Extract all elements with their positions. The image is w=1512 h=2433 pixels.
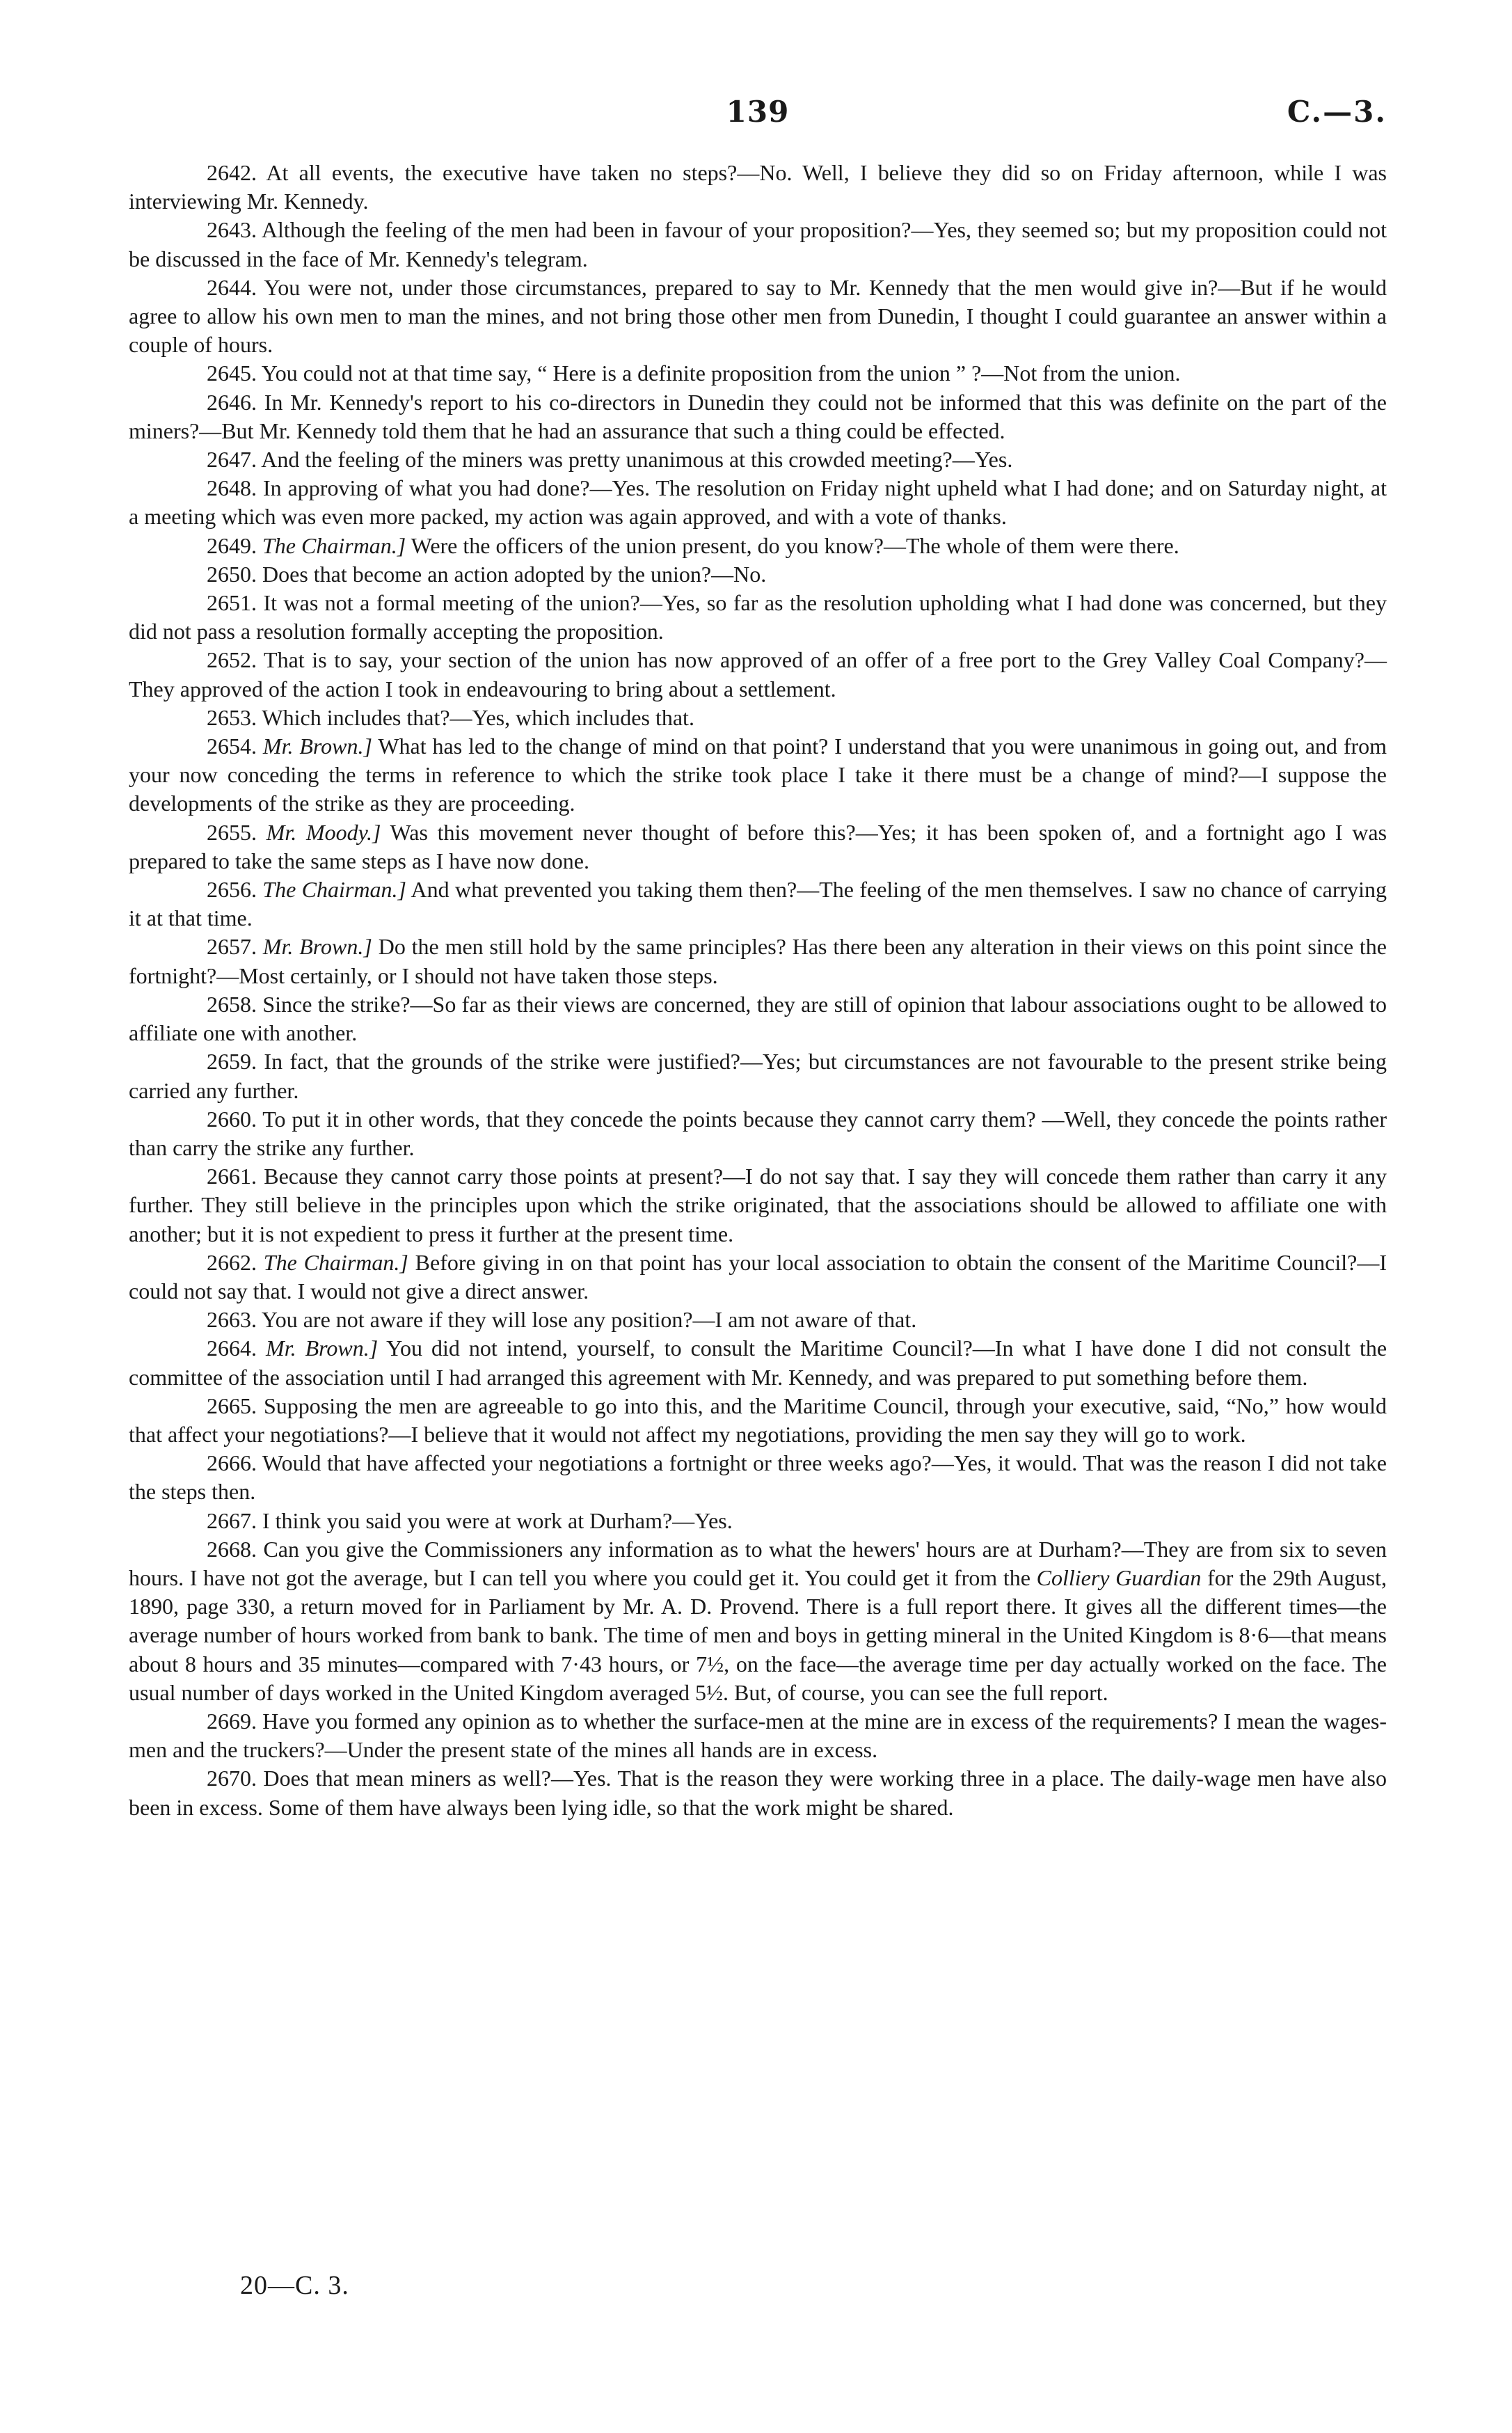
evidence-paragraph [129,1392,1387,1449]
question-answer-text: Although the feeling of the men had been in favour of your proposition?—Yes, they seemed so; but my proposition could not be discussed in the face of Mr. Kennedy's telegram. [129,217,1387,271]
evidence-paragraph [129,359,1387,388]
question-number: 2666. [207,1450,257,1476]
evidence-paragraph [129,1449,1387,1506]
evidence-paragraph [129,732,1387,818]
evidence-paragraph [129,990,1387,1047]
evidence-paragraph [129,1306,1387,1334]
question-number: 2662. [207,1249,257,1275]
page-header [129,95,1387,136]
question-answer-text: To put it in other words, that they concede the points because they cannot carry them? —Well, they concede the points rather than carry the strike any further. [129,1106,1387,1160]
evidence-text [129,159,1387,1822]
question-answer-text: Does that become an action adopted by the union?—No. [262,561,767,587]
evidence-paragraph [129,1764,1387,1821]
question-number: 2653. [207,704,257,730]
question-answer-text: At all events, the executive have taken no steps?—No. Well, I believe they did so on Friday afternoon, while I was interviewing Mr. Kennedy. [129,160,1387,214]
question-answer-text: And the feeling of the miners was pretty unanimous at this crowded meeting?—Yes. [261,447,1013,473]
question-answer-text: Which includes that?—Yes, which includes that. [262,704,694,730]
speaker-name: The Chairman.] [262,877,406,903]
question-answer-text: Do the men still hold by the same principles? Has there been any alteration in their views on this point since the fortnight?—Most certainly, or I should not have taken those steps. [129,934,1387,988]
evidence-paragraph [129,818,1387,875]
question-number: 2657. [207,934,257,960]
evidence-paragraph [129,1162,1387,1249]
evidence-paragraph [129,474,1387,531]
evidence-paragraph [129,445,1387,474]
speaker-name: Mr. Moody.] [266,819,381,845]
question-number: 2642. [207,160,257,185]
periodical-title: Colliery Guardian [1036,1564,1202,1590]
evidence-paragraph [129,1047,1387,1104]
evidence-paragraph [129,933,1387,990]
question-number: 2652. [207,647,257,673]
question-answer-text: You were not, under those circumstances, prepared to say to Mr. Kennedy that the men would give in?—But if he would agree to allow his own men to man the mines, and not bring those other men from Dunedin, I thought I could guarantee an answer within a couple of hours. [129,274,1387,358]
question-number: 2643. [207,217,257,243]
question-answer-text: Were the officers of the union present, do you know?—The whole of them were there. [411,532,1179,558]
question-number: 2648. [207,475,257,501]
question-number: 2650. [207,561,257,587]
question-answer-text: Supposing the men are agreeable to go into this, and the Maritime Council, through your executive, said, “No,” how would that affect your negotiations?—I believe that it would not affect my negotiations, providing the men say they will go to work. [129,1393,1387,1447]
question-answer-text: That is to say, your section of the union has now approved of an offer of a free port to the Grey Valley Coal Company?—They approved of the action I took in endeavouring to bring about a settlement. [129,647,1387,702]
question-answer-text: In Mr. Kennedy's report to his co-directors in Dunedin they could not be informed that this was definite on the part of the miners?—But Mr. Kennedy told them that he had an assurance that such a thing could be effected. [129,389,1387,443]
question-answer-text: Can you give the Commissioners any information as to what the hewers' hours are at Durham?—They are from six to seven hours. I have not got the average, but I can tell you where you could get it. You could get it from the Colliery Guardian for the 29th August, 1890, page 330, a return moved for in Parliament by Mr. A. D. Provend. There is a full report there. It gives all the different times—the average number of hours worked from bank to bank. The time of men and boys in getting mineral in the United Kingdom is 8·6—that means about 8 hours and 35 minutes—compared with 7·43 hours, or 7½, on the face—the average time per day actually worked on the face. The usual number of days worked in the United Kingdom averaged 5½. But, of course, you can see the full report. [129,1536,1387,1705]
question-answer-text: In approving of what you had done?—Yes. The resolution on Friday night upheld what I had done; and on Saturday night, at a meeting which was even more packed, my action was again approved, and with a vote of thanks. [129,475,1387,530]
evidence-paragraph [129,1105,1387,1162]
question-answer-text: It was not a formal meeting of the union?—Yes, so far as the resolution upholding what I had done was concerned, but they did not pass a resolution formally accepting the proposition. [129,590,1387,644]
document-reference: C.—3. [1287,95,1387,129]
speaker-name: Mr. Brown.] [262,934,372,960]
question-number: 2667. [207,1507,257,1533]
question-answer-text: And what prevented you taking them then?—The feeling of the men themselves. I saw no chance of carrying it at that time. [129,877,1387,931]
question-number: 2655. [207,819,257,845]
question-number: 2661. [207,1164,257,1189]
question-answer-text: In fact, that the grounds of the strike were justified?—Yes; but circumstances are not favourable to the present strike being carried any further. [129,1049,1387,1103]
question-answer-text: What has led to the change of mind on that point? I understand that you were unanimous in going out, and from your now conceding the terms in reference to which the strike took place I take it there must be a change of mind?—I suppose the developments of the strike as they are proceeding. [129,734,1387,816]
question-answer-text: You could not at that time say, “ Here is a definite proposition from the union ” ?—Not from the union. [261,360,1181,386]
question-number: 2670. [207,1766,257,1791]
question-number: 2656. [207,877,257,903]
question-answer-text: Would that have affected your negotiations a fortnight or three weeks ago?—Yes, it would. That was the reason I did not take the steps then. [129,1450,1387,1505]
question-answer-text: You did not intend, yourself, to consult the Maritime Council?—In what I have done I did not consult the committee of the association until I had arranged this agreement with Mr. Kennedy, and was prepared to put something before them. [129,1336,1387,1390]
question-number: 2651. [207,590,257,616]
question-number: 2645. [207,360,257,386]
evidence-paragraph [129,704,1387,732]
question-number: 2654. [207,734,257,759]
speaker-name: The Chairman.] [263,1249,408,1275]
question-number: 2660. [207,1106,257,1132]
question-answer-text: Have you formed any opinion as to whether the surface-men at the mine are in excess of the requirements? I mean the wages-men and the truckers?—Under the present state of the mines all hands are in excess. [129,1708,1387,1763]
question-number: 2669. [207,1708,257,1734]
question-number: 2649. [207,532,257,558]
question-answer-text: I think you said you were at work at Durham?—Yes. [262,1507,733,1533]
evidence-paragraph [129,1707,1387,1764]
question-number: 2659. [207,1049,257,1075]
page-number: 139 [726,95,790,129]
evidence-paragraph [129,274,1387,360]
evidence-paragraph [129,875,1387,933]
question-number: 2665. [207,1393,257,1418]
evidence-paragraph [129,1334,1387,1391]
question-answer-text: Because they cannot carry those points at present?—I do not say that. I say they will concede them rather than carry it any further. They still believe in the principles upon which the strike originated, that the associations should be allowed to affiliate one with another; but it is not expedient to press it further at the present time. [129,1164,1387,1246]
evidence-paragraph [129,560,1387,589]
question-answer-text: Was this movement never thought of before this?—Yes; it has been spoken of, and a fortnight ago I was prepared to take the same steps as I have now done. [129,819,1387,873]
signature-mark: 20—C. 3. [240,2271,349,2300]
question-number: 2644. [207,274,257,300]
question-number: 2658. [207,991,257,1017]
evidence-paragraph [129,388,1387,445]
question-answer-text: You are not aware if they will lose any position?—I am not aware of that. [261,1307,917,1333]
evidence-paragraph [129,159,1387,216]
speaker-name: The Chairman.] [262,532,406,558]
evidence-paragraph [129,1507,1387,1535]
question-number: 2663. [207,1307,257,1333]
evidence-paragraph [129,1535,1387,1707]
speaker-name: Mr. Brown.] [266,1336,379,1361]
evidence-paragraph [129,1249,1387,1306]
question-number: 2646. [207,389,257,415]
question-number: 2668. [207,1536,257,1562]
evidence-paragraph [129,646,1387,703]
question-number: 2664. [207,1336,257,1361]
question-answer-text: Before giving in on that point has your local association to obtain the consent of the Maritime Council?—I could not say that. I would not give a direct answer. [129,1249,1387,1303]
evidence-paragraph [129,216,1387,273]
evidence-paragraph [129,532,1387,560]
speaker-name: Mr. Brown.] [262,734,372,759]
question-answer-text: Since the strike?—So far as their views are concerned, they are still of opinion that labour associations ought to be allowed to affiliate one with another. [129,991,1387,1046]
question-number: 2647. [207,447,257,473]
evidence-paragraph [129,589,1387,646]
question-answer-text: Does that mean miners as well?—Yes. That is the reason they were working three in a place. The daily-wage men have also been in excess. Some of them have always been lying idle, so that the work might be shared. [129,1766,1387,1820]
